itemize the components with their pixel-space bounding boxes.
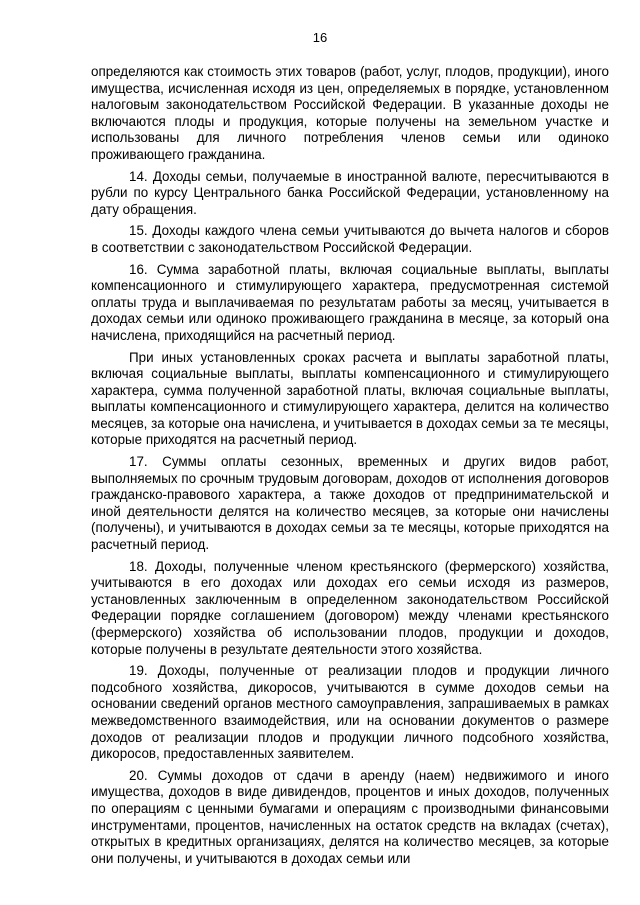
paragraph-20: 20. Суммы доходов от сдачи в аренду (наем) недвижимого и иного имущества, доходов в виде дивидендов, процентов и иных доходов, полученных по операциям с ценными бумагами и операциям с производными финансовыми инструментами, процентов, начисленных на остаток средств на вкладах (счетах), открытых в кредитных организациях, делятся на количество месяцев, за которые они получены, и учитываются в доходах семьи или: [91, 767, 609, 866]
paragraph-18: 18. Доходы, полученные членом крестьянского (фермерского) хозяйства, учитываются в его доходах или доходах его семьи исходя из размеров, установленных заключенным в определенном законодательством Российской Федерации порядке соглашением (договором) между членами крестьянского (фермерского) хозяйства об использовании плодов, продукции и доходов, которые получены в результате деятельности этого хозяйства.: [91, 558, 609, 657]
paragraph-17: 17. Суммы оплаты сезонных, временных и других видов работ, выполняемых по срочным трудовым договорам, доходов от исполнения договоров гражданско-правового характера, а также доходов от предпринимательской и иной деятельности делятся на количество месяцев, за которые они начислены (получены), и учитываются в доходах семьи за те месяцы, которые приходятся на расчетный период.: [91, 454, 609, 553]
paragraph-14: 14. Доходы семьи, получаемые в иностранной валюте, пересчитываются в рубли по курсу Центрального банка Российской Федерации, установленному на дату обращения.: [91, 168, 609, 217]
paragraph-16-part-2: При иных установленных сроках расчета и выплаты заработной платы, включая социальные выплаты, выплаты компенсационного и стимулирующего характера, сумма полученной заработной платы, включая социальные выплаты, выплаты компенсационного и стимулирующего характера, делится на количество месяцев, за которые она начислена, и учитывается в доходах семьи за те месяцы, которые приходятся на расчетный период.: [91, 349, 609, 448]
paragraph-13-continued: определяются как стоимость этих товаров (работ, услуг, плодов, продукции), иного имущества, исчисленная исходя из цен, определяемых в порядке, установленном налоговым законодательством Российской Федерации. В указанные доходы не включаются плоды и продукция, которые получены на земельном участке и использованы для личного потребления членов семьи или одиноко проживающего гражданина.: [91, 64, 609, 162]
paragraph-19: 19. Доходы, полученные от реализации плодов и продукции личного подсобного хозяйства, дикоросов, учитываются в сумме доходов семьи на основании сведений органов местного самоуправления, запрашиваемых в рамках межведомственного взаимодействия, или на основании документов о размере доходов от реализации плодов и продукции личного подсобного хозяйства, дикоросов, предоставленных заявителем.: [91, 663, 609, 762]
paragraph-16: 16. Сумма заработной платы, включая социальные выплаты, выплаты компенсационного и стимулирующего характера, предусмотренная системой оплаты труда и выплачиваемая по результатам работы за месяц, учитывается в доходах семьи или одиноко проживающего гражданина в месяце, за который она начислена, приходящийся на расчетный период.: [91, 261, 609, 343]
document-body: [91, 64, 609, 867]
paragraph-15: 15. Доходы каждого члена семьи учитываются до вычета налогов и сборов в соответствии с законодательством Российской Федерации.: [91, 223, 609, 255]
page-number: 16: [312, 30, 328, 45]
